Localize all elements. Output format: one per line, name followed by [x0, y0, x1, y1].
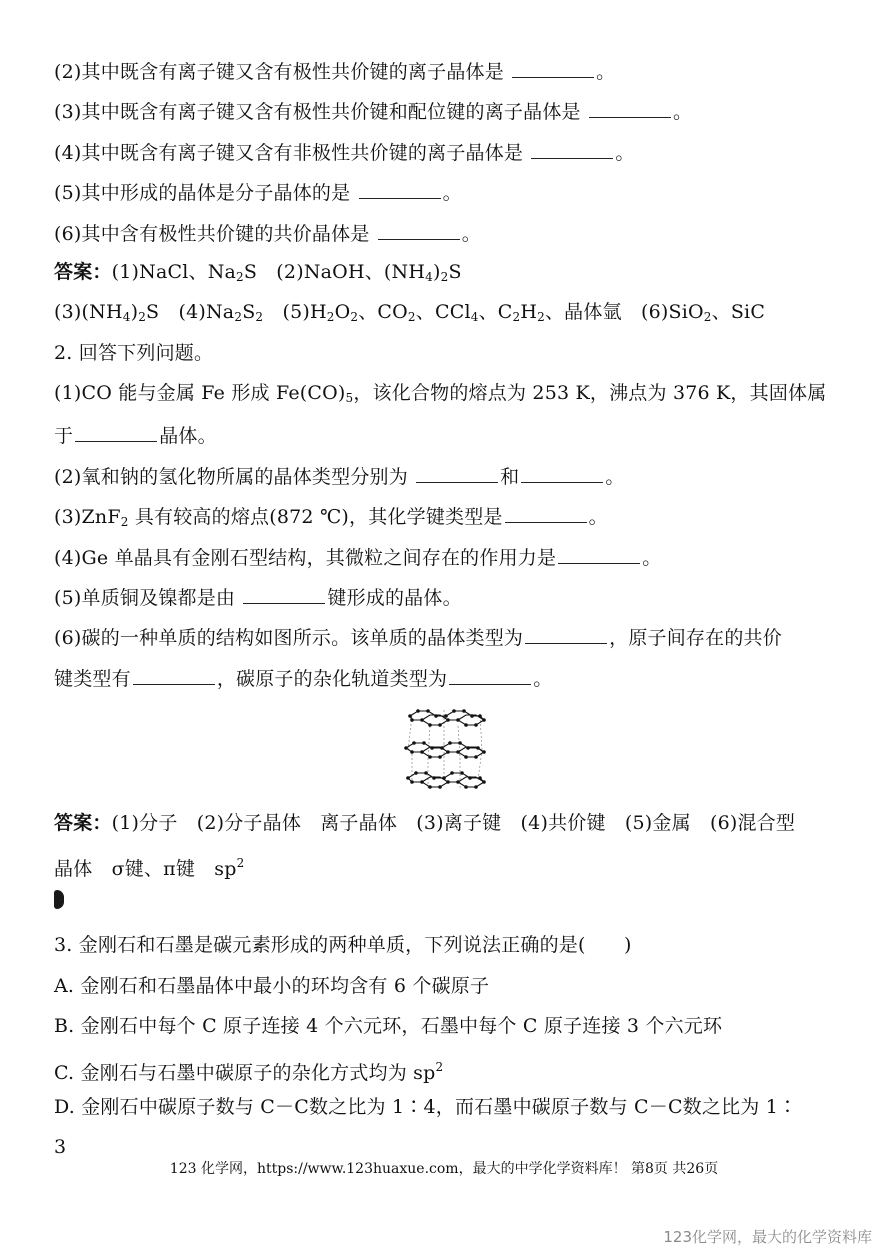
answer-blank [558, 543, 640, 564]
question-1-2: (2)其中既含有离子键又含有极性共价键的离子晶体是 。 [54, 57, 848, 85]
answer-blank [359, 178, 441, 199]
answer-blank [589, 97, 671, 118]
question-2-4: (4)Ge 单晶具有金刚石型结构，其微粒之间存在的作用力是 。 [54, 543, 848, 571]
option-d: D. 金刚石中碳原子数与 C－C数之比为 1∶4，而石墨中碳原子数与 C－C数之比为 1∶ [54, 1096, 798, 1118]
answer-1-line-1: 答案：(1)NaCl、$Na_2S$ (2)NaOH、$(NH_4)_2S$ [54, 261, 462, 284]
question-2-6: (6)碳的一种单质的结构如图所示。该单质的晶体类型为 ，原子间存在的共价 [54, 623, 848, 651]
question-1-4: (4)其中既含有离子键又含有非极性共价键的离子晶体是 。 [54, 138, 848, 166]
answer-blank [243, 583, 325, 604]
option-c: C. 金刚石与石墨中碳原子的杂化方式均为 $sp^2$ [54, 1060, 444, 1084]
answer-blank [449, 664, 531, 685]
question-2-1: (1)CO 能与金属 Fe 形成 $Fe(CO)_5$，该化合物的熔点为 253 K，沸点为 376 K，其固体属 [54, 382, 827, 405]
option-a: A. 金刚石和石墨晶体中最小的环均含有 6 个碳原子 [54, 975, 490, 997]
section-tag-badge [54, 890, 64, 909]
answer-blank [133, 664, 215, 685]
watermark: 123化学网，最大的化学资料库 [663, 1228, 872, 1246]
section-heading [54, 890, 848, 918]
answer-blank [521, 462, 603, 483]
question-2-heading: 2. 回答下列问题。 [54, 342, 214, 364]
question-1-6: (6)其中含有极性共价键的共价晶体是 。 [54, 219, 848, 247]
question-2-6-cont: 键类型有 ，碳原子的杂化轨道类型为 。 [54, 664, 848, 692]
question-1-3: (3)其中既含有离子键又含有极性共价键和配位键的离子晶体是 。 [54, 97, 848, 125]
answer-2-line-1: 答案：(1)分子 (2)分子晶体 离子晶体 (3)离子键 (4)共价键 (5)金属 (6)混合型 [54, 812, 796, 834]
question-2-3: (3)ZnF$_2$ 具有较高的熔点(872 ℃)，其化学键类型是 。 [54, 502, 848, 535]
answer-1-line-2: $(3)(NH_4)_2S$ $(4)Na_2S_2$ $(5)H_2O_2$、$CO_2$、CCl$_4$、$C_2H_2$、晶体氩 (6)SiO$_2$、SiC [54, 301, 766, 324]
question-2-2: (2)氧和钠的氢化物所属的晶体类型分别为 和 。 [54, 462, 848, 490]
graphite-structure-figure [400, 704, 490, 794]
question-1-5: (5)其中形成的晶体是分子晶体的是 。 [54, 178, 848, 206]
option-b: B. 金刚石中每个 C 原子连接 4 个六元环，石墨中每个 C 原子连接 3 个六元环 [54, 1015, 723, 1037]
answer-blank [512, 57, 594, 78]
answer-blank [75, 421, 157, 442]
answer-blank [525, 623, 607, 644]
answer-2-line-2: 晶体 σ键、π键 $sp^2$ [54, 856, 245, 880]
answer-blank [531, 138, 613, 159]
page-footer: 123 化学网，https://www.123huaxue.com，最大的中学化学资料库！ 第8页 共26页 [169, 1161, 719, 1177]
question-2-1-cont: 于 晶体。 [54, 421, 848, 449]
option-d-cont: 3 [54, 1136, 67, 1158]
question-2-5: (5)单质铜及镍都是由 键形成的晶体。 [54, 583, 848, 611]
answer-blank [416, 462, 498, 483]
answer-blank [505, 502, 587, 523]
answer-blank [378, 219, 460, 240]
question-3: 3. 金刚石和石墨是碳元素形成的两种单质，下列说法正确的是( ) [54, 934, 632, 956]
